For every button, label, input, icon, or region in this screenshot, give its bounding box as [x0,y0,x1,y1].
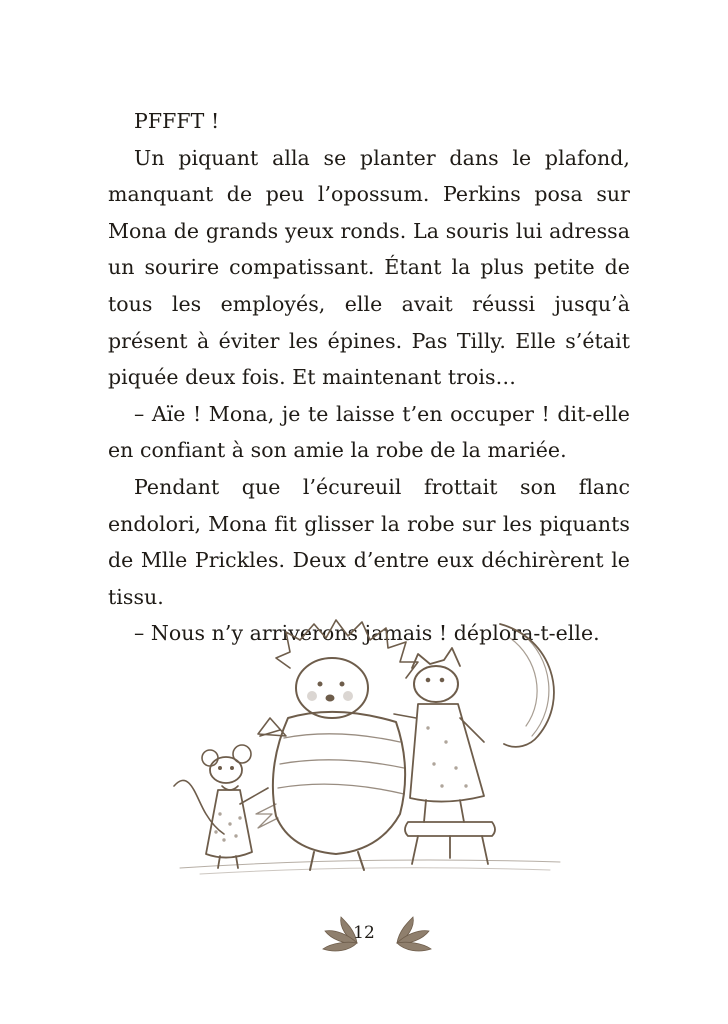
paragraph: – Nous n’y arriverons jamais ! déplora-t-elle. [134,621,600,646]
page-number: 12 [353,923,375,943]
mouse-figure [174,745,268,868]
paragraph: PFFFT ! [134,109,220,133]
page-footer [0,913,728,957]
oak-leaf-right-icon [391,913,437,957]
sketch-illustration [160,618,580,880]
paragraph: Un piquant alla se planter dans le plafond, manquant de peu l’opossum. Perkins posa sur Mona de grands yeux ronds. La souris lui adressa un sourire compatissant. Étant la plus petite de tous les employés, elle avait réussi jusqu’à présent à éviter les épines. Pas Tilly. Elle s’était piquée deux fois. Et maintenant trois… [108,145,630,390]
squirrel-figure [394,624,554,864]
paragraph: Pendant que l’écureuil frottait son flanc endolori, Mona fit glisser la robe sur les piquants de Mlle Prickles. Deux d’entre eux déchirèrent le tissu. [108,474,630,609]
body-text [108,103,630,652]
paragraph: – Aïe ! Mona, je te laisse t’en occuper ! dit-elle en confiant à son amie la robe de la mariée. [108,401,630,463]
hedgehog-figure [256,620,418,870]
